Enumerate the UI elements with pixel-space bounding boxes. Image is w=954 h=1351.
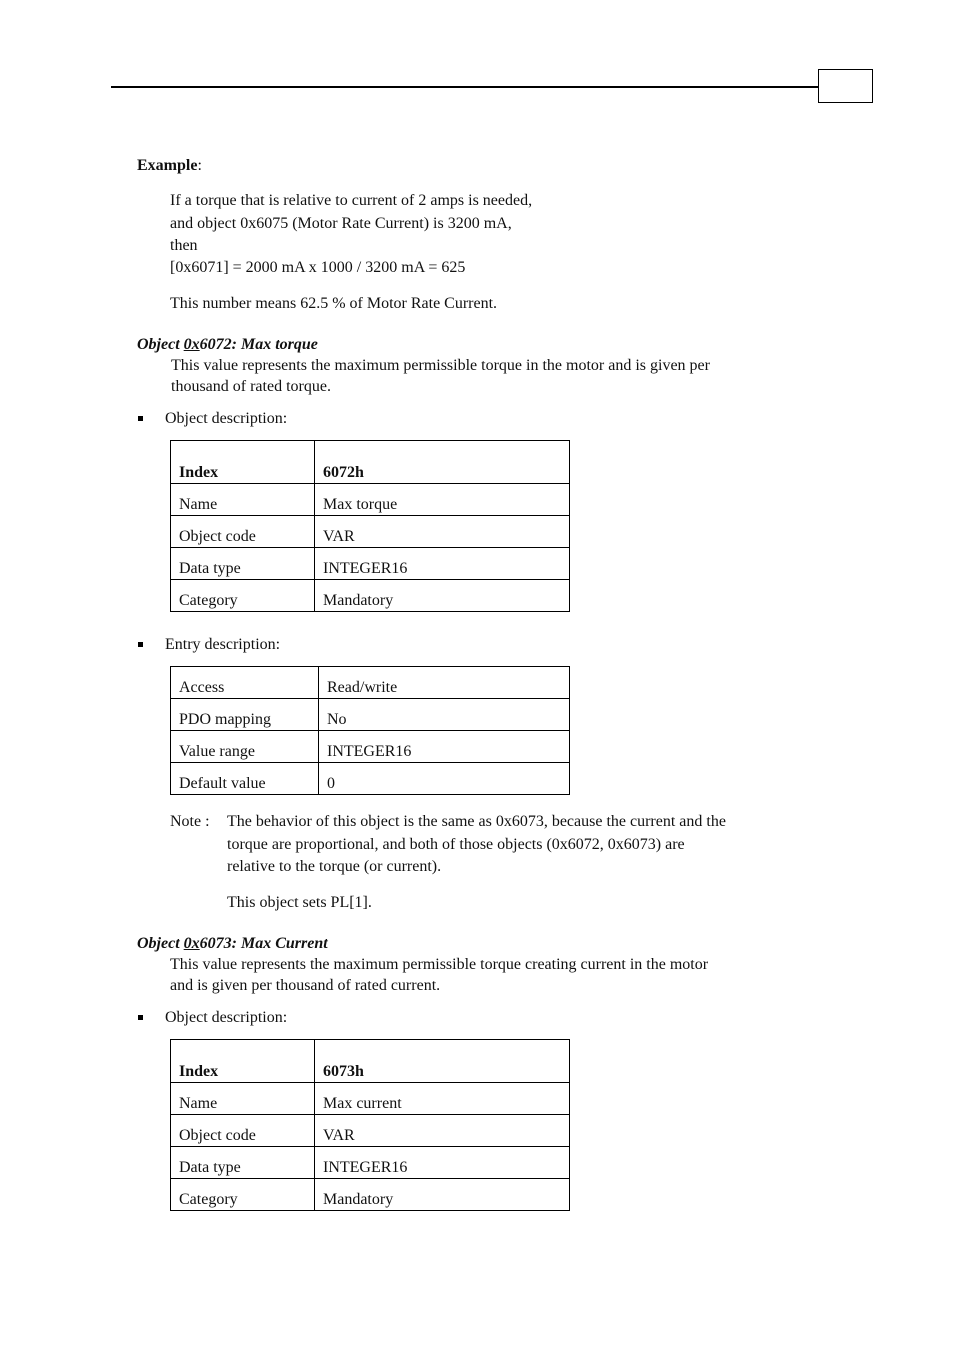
table-cell: Name	[171, 484, 315, 516]
table-row	[171, 763, 570, 795]
note-line: The behavior of this object is the same as 0x6073, because the current and the	[227, 813, 726, 830]
table-cell: Index	[171, 1040, 315, 1083]
table-cell: Category	[171, 1179, 315, 1211]
table-cell: Default value	[171, 763, 319, 795]
table-cell: Data type	[171, 548, 315, 580]
table-row	[171, 516, 570, 548]
table-cell: INTEGER16	[319, 731, 570, 763]
table-row	[171, 1083, 570, 1115]
table-cell: Category	[171, 580, 315, 612]
table-row	[171, 1040, 570, 1083]
title-suffix: 6073: Max Current	[199, 935, 328, 952]
table-cell: Read/write	[319, 667, 570, 699]
table-row	[171, 699, 570, 731]
section-6072-desc: This value represents the maximum permissible torque in the motor and is given per	[171, 357, 710, 374]
bullet-icon	[138, 1015, 143, 1020]
example-line: and object 0x6075 (Motor Rate Current) is 3200 mA,	[170, 215, 512, 232]
table-cell: Object code	[171, 1115, 315, 1147]
table-cell: PDO mapping	[171, 699, 319, 731]
header-rule	[111, 86, 819, 88]
table-cell: 6073h	[315, 1040, 570, 1083]
table-cell: Access	[171, 667, 319, 699]
table-row	[171, 548, 570, 580]
note-line: torque are proportional, and both of those objects (0x6072, 0x6073) are	[227, 836, 685, 853]
table-row	[171, 1179, 570, 1211]
table-row	[171, 667, 570, 699]
example-label: Example	[137, 157, 198, 174]
section-6073-desc: and is given per thousand of rated current.	[170, 977, 441, 994]
bullet-icon	[138, 416, 143, 421]
example-meaning: This number means 62.5 % of Motor Rate Current.	[170, 295, 498, 312]
table-cell: VAR	[315, 1115, 570, 1147]
example-line: If a torque that is relative to current of 2 amps is needed,	[170, 192, 533, 209]
table-row	[171, 441, 570, 484]
page-number-box	[818, 69, 873, 103]
title-prefix: Object	[137, 935, 184, 952]
table-cell: INTEGER16	[315, 1147, 570, 1179]
title-suffix: 6072: Max torque	[199, 336, 318, 353]
example-colon: :	[197, 157, 202, 174]
entry-table-6072	[170, 666, 570, 795]
section-6072-title	[137, 334, 318, 356]
table-cell: Name	[171, 1083, 315, 1115]
table-cell: Value range	[171, 731, 319, 763]
example-line: then	[170, 237, 198, 254]
title-underlined: 0x	[183, 336, 200, 353]
table-row	[171, 484, 570, 516]
table-cell: Object code	[171, 516, 315, 548]
object-description-label: Object description:	[165, 410, 288, 427]
title-prefix: Object	[137, 336, 184, 353]
entry-description-label: Entry description:	[165, 636, 281, 653]
table-cell: Index	[171, 441, 315, 484]
title-underlined: 0x	[183, 935, 200, 952]
object-table-6073	[170, 1039, 570, 1211]
table-cell: 0	[319, 763, 570, 795]
table-row	[171, 580, 570, 612]
section-6073-desc: This value represents the maximum permissible torque creating current in the motor	[170, 956, 709, 973]
object-description-label: Object description:	[165, 1009, 288, 1026]
table-cell: Mandatory	[315, 580, 570, 612]
table-cell: Mandatory	[315, 1179, 570, 1211]
table-row	[171, 731, 570, 763]
table-cell: Max torque	[315, 484, 570, 516]
table-row	[171, 1147, 570, 1179]
note-label: Note :	[170, 813, 210, 830]
table-cell: No	[319, 699, 570, 731]
example-formula: [0x6071] = 2000 mA x 1000 / 3200 mA = 625	[170, 259, 466, 276]
bullet-icon	[138, 642, 143, 647]
section-6073-title	[137, 933, 328, 955]
example-heading	[137, 155, 202, 177]
table-cell: 6072h	[315, 441, 570, 484]
note-extra: This object sets PL[1].	[227, 894, 372, 911]
table-row	[171, 1115, 570, 1147]
table-cell: Data type	[171, 1147, 315, 1179]
table-cell: INTEGER16	[315, 548, 570, 580]
table-cell: Max current	[315, 1083, 570, 1115]
note-line: relative to the torque (or current).	[227, 858, 442, 875]
object-table-6072	[170, 440, 570, 612]
table-cell: VAR	[315, 516, 570, 548]
section-6072-desc: thousand of rated torque.	[171, 378, 331, 395]
